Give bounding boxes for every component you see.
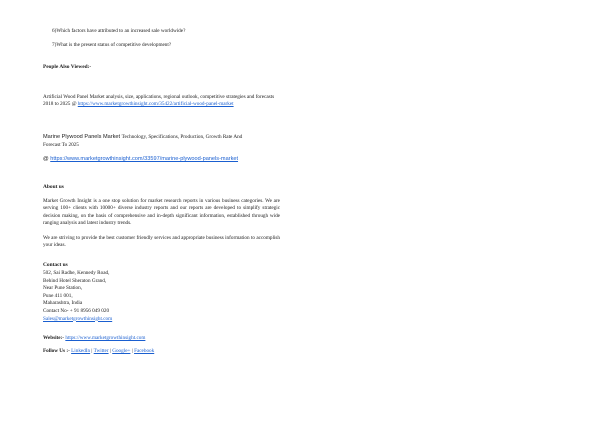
- website-row: [43, 335, 283, 342]
- related-report-marine-plywood: Marine Plywood Panels Market Technology, Specifications, Production, Growth Rate And Forecast To 2025: [43, 134, 243, 148]
- address-line: Pune 411 001,: [43, 292, 73, 299]
- question-6: 6)Which factors have attributed to an increased sale worldwide?: [52, 28, 186, 34]
- about-heading: About us: [43, 184, 64, 190]
- related-report-text: Artificial Wood Panel Market analysis, size, applications, regional outlook, competitive strategies and forecasts 2018 to 2025: [43, 94, 275, 108]
- contact-heading: Contact us: [43, 262, 68, 268]
- follow-us-row: Follow Us :- LinkedIn | Twitter | Google+ | Facebook: [43, 348, 155, 354]
- facebook-link[interactable]: Facebook: [134, 348, 155, 354]
- related-report-title: Marine Plywood Panels Market: [43, 134, 121, 140]
- about-paragraph-1: Market Growth Insight is a one stop solution for market research reports in various business categories. We are serving 100+ clients with 10000+ diverse industry reports and our reports are developed to simplify strategic decision making, on the basis of comprehensive and in-depth significant information, established through wide ranging analysis and latest industry trends.: [43, 198, 280, 226]
- address-line: Near Pune Station,: [43, 285, 83, 292]
- marine-plywood-link[interactable]: https://www.marketgrowthinsight.com/33597/marine-plywood-panels-market: [50, 156, 239, 162]
- linkedin-link[interactable]: LinkedIn: [71, 348, 91, 354]
- address-line: Maharashtra, India: [43, 300, 83, 307]
- artificial-wood-panel-link[interactable]: https://www.marketgrowthinsight.com/35422/artificial-wood-panel-market: [77, 101, 234, 108]
- google-plus-link[interactable]: Google+: [112, 348, 131, 354]
- website-link[interactable]: https://www.marketgrowthinsight.com: [65, 335, 146, 341]
- contact-address: [43, 270, 283, 323]
- related-report-artificial-wood-panel: [43, 94, 283, 108]
- follow-us-label: Follow Us :-: [43, 348, 70, 354]
- at-sign: @: [71, 101, 77, 108]
- sales-email-link[interactable]: Sales@marketgrowthinsight.com: [43, 315, 113, 322]
- question-7: 7)What is the present status of competitive development?: [52, 42, 172, 48]
- address-line: 502, Sai Radhe, Kennedy Road,: [43, 270, 110, 276]
- twitter-link[interactable]: Twitter: [93, 348, 109, 354]
- about-paragraph-2: We are striving to provide the best customer friendly services and appropriate business information to accomplish your ideas.: [43, 235, 280, 249]
- website-label: Website:-: [43, 335, 65, 341]
- contact-phone: Contact No- + 91 8956 049 020: [43, 307, 110, 314]
- marine-plywood-url-line: @ https://www.marketgrowthinsight.com/33597/marine-plywood-panels-market: [43, 156, 239, 162]
- address-line: Behind Hotel Sheraton Grand,: [43, 277, 107, 284]
- people-also-viewed-heading: People Also Viewed:-: [43, 64, 92, 70]
